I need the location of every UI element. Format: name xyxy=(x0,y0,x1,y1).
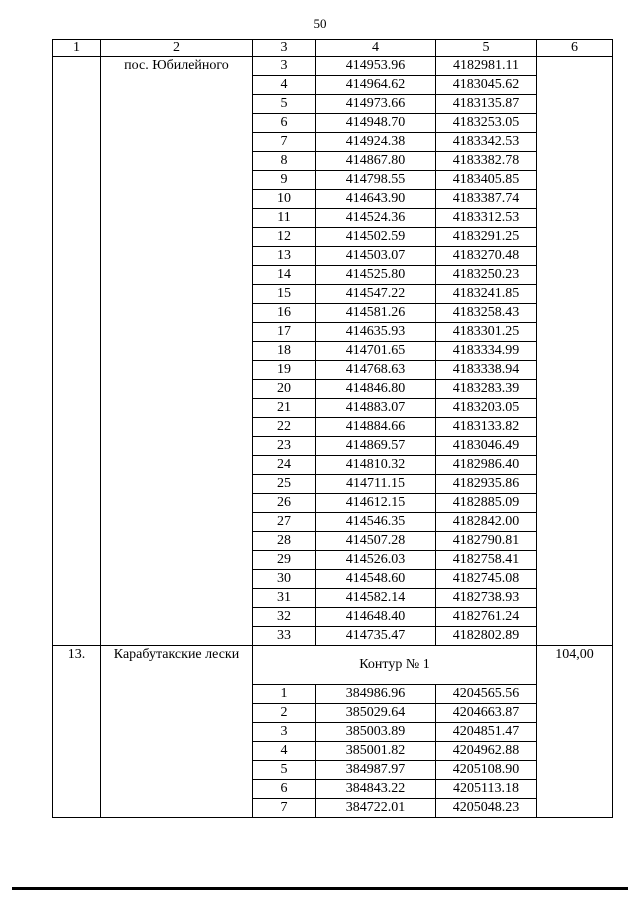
point-number: 29 xyxy=(253,551,316,570)
point-number: 21 xyxy=(253,399,316,418)
coordinate-x: 414612.15 xyxy=(316,494,436,513)
coordinate-x: 414507.28 xyxy=(316,532,436,551)
point-number: 30 xyxy=(253,570,316,589)
coordinate-y: 4182802.89 xyxy=(436,627,537,646)
coordinate-x: 414798.55 xyxy=(316,171,436,190)
point-number: 4 xyxy=(253,76,316,95)
coordinate-y: 4183135.87 xyxy=(436,95,537,114)
coordinate-y: 4183342.53 xyxy=(436,133,537,152)
coordinate-x: 414548.60 xyxy=(316,570,436,589)
coordinate-x: 414869.57 xyxy=(316,437,436,456)
bottom-rule xyxy=(12,887,628,890)
coordinate-y: 4182745.08 xyxy=(436,570,537,589)
coordinate-y: 4182935.86 xyxy=(436,475,537,494)
coordinate-x: 414643.90 xyxy=(316,190,436,209)
coordinate-y: 4205108.90 xyxy=(436,761,537,780)
point-number: 5 xyxy=(253,761,316,780)
point-number: 16 xyxy=(253,304,316,323)
coordinate-x: 414884.66 xyxy=(316,418,436,437)
section-number-cell xyxy=(53,57,101,646)
section-name: Карабутакские лески xyxy=(101,646,253,818)
coordinate-y: 4183270.48 xyxy=(436,247,537,266)
coordinate-x: 414635.93 xyxy=(316,323,436,342)
coordinate-y: 4183250.23 xyxy=(436,266,537,285)
point-number: 32 xyxy=(253,608,316,627)
coordinate-x: 414953.96 xyxy=(316,57,436,76)
coordinate-y: 4204663.87 xyxy=(436,704,537,723)
coordinate-x: 414581.26 xyxy=(316,304,436,323)
point-number: 25 xyxy=(253,475,316,494)
coordinate-y: 4182986.40 xyxy=(436,456,537,475)
coordinate-y: 4183253.05 xyxy=(436,114,537,133)
point-number: 22 xyxy=(253,418,316,437)
column-header: 3 xyxy=(253,40,316,57)
point-number: 8 xyxy=(253,152,316,171)
coordinate-y: 4204851.47 xyxy=(436,723,537,742)
coordinate-y: 4183334.99 xyxy=(436,342,537,361)
coordinate-x: 414768.63 xyxy=(316,361,436,380)
table-row xyxy=(53,57,613,76)
coordinate-y: 4183045.62 xyxy=(436,76,537,95)
coordinate-x: 414948.70 xyxy=(316,114,436,133)
coordinate-x: 414582.14 xyxy=(316,589,436,608)
coordinate-y: 4183338.94 xyxy=(436,361,537,380)
coordinate-x: 384987.97 xyxy=(316,761,436,780)
coordinate-x: 414526.03 xyxy=(316,551,436,570)
coordinate-x: 384986.96 xyxy=(316,685,436,704)
point-number: 10 xyxy=(253,190,316,209)
point-number: 7 xyxy=(253,133,316,152)
coordinate-y: 4183283.39 xyxy=(436,380,537,399)
section-number: 13. xyxy=(53,646,101,818)
coordinate-x: 385029.64 xyxy=(316,704,436,723)
point-number: 11 xyxy=(253,209,316,228)
coordinate-y: 4182885.09 xyxy=(436,494,537,513)
coordinate-y: 4183291.25 xyxy=(436,228,537,247)
point-number: 13 xyxy=(253,247,316,266)
coordinate-x: 414867.80 xyxy=(316,152,436,171)
coordinate-y: 4183203.05 xyxy=(436,399,537,418)
point-number: 20 xyxy=(253,380,316,399)
coordinate-y: 4183258.43 xyxy=(436,304,537,323)
point-number: 6 xyxy=(253,780,316,799)
coordinate-x: 414502.59 xyxy=(316,228,436,247)
coordinate-y: 4182981.11 xyxy=(436,57,537,76)
coordinate-x: 414973.66 xyxy=(316,95,436,114)
point-number: 15 xyxy=(253,285,316,304)
coordinate-x: 414735.47 xyxy=(316,627,436,646)
coordinate-x: 384722.01 xyxy=(316,799,436,818)
point-number: 1 xyxy=(253,685,316,704)
coordinate-y: 4205048.23 xyxy=(436,799,537,818)
point-number: 24 xyxy=(253,456,316,475)
coordinate-x: 414810.32 xyxy=(316,456,436,475)
point-number: 5 xyxy=(253,95,316,114)
section-area: 104,00 xyxy=(537,646,613,818)
coordinate-y: 4183133.82 xyxy=(436,418,537,437)
coordinate-x: 385003.89 xyxy=(316,723,436,742)
point-number: 17 xyxy=(253,323,316,342)
contour-label: Контур № 1 xyxy=(253,646,537,685)
point-number: 26 xyxy=(253,494,316,513)
coordinate-y: 4183382.78 xyxy=(436,152,537,171)
coordinate-x: 414547.22 xyxy=(316,285,436,304)
point-number: 4 xyxy=(253,742,316,761)
point-number: 19 xyxy=(253,361,316,380)
coordinate-y: 4182790.81 xyxy=(436,532,537,551)
coordinate-y: 4204962.88 xyxy=(436,742,537,761)
point-number: 18 xyxy=(253,342,316,361)
point-number: 23 xyxy=(253,437,316,456)
column-header: 5 xyxy=(436,40,537,57)
column-header-row xyxy=(53,40,613,57)
coordinate-x: 414524.36 xyxy=(316,209,436,228)
point-number: 27 xyxy=(253,513,316,532)
coordinate-y: 4183387.74 xyxy=(436,190,537,209)
column-header: 2 xyxy=(101,40,253,57)
point-number: 28 xyxy=(253,532,316,551)
coordinate-x: 385001.82 xyxy=(316,742,436,761)
point-number: 3 xyxy=(253,57,316,76)
coordinate-x: 414964.62 xyxy=(316,76,436,95)
section-name: пос. Юбилейного xyxy=(101,57,253,646)
coordinate-x: 414546.35 xyxy=(316,513,436,532)
coordinate-x: 414503.07 xyxy=(316,247,436,266)
coordinate-x: 414525.80 xyxy=(316,266,436,285)
coordinate-y: 4204565.56 xyxy=(436,685,537,704)
coordinate-y: 4182738.93 xyxy=(436,589,537,608)
area-cell xyxy=(537,57,613,646)
coordinate-y: 4183405.85 xyxy=(436,171,537,190)
point-number: 6 xyxy=(253,114,316,133)
point-number: 2 xyxy=(253,704,316,723)
coordinate-x: 414711.15 xyxy=(316,475,436,494)
coordinate-y: 4205113.18 xyxy=(436,780,537,799)
point-number: 9 xyxy=(253,171,316,190)
column-header: 4 xyxy=(316,40,436,57)
point-number: 14 xyxy=(253,266,316,285)
page-number: 50 xyxy=(313,16,327,31)
coordinate-y: 4183301.25 xyxy=(436,323,537,342)
coordinate-x: 384843.22 xyxy=(316,780,436,799)
coordinate-x: 414701.65 xyxy=(316,342,436,361)
coordinates-table xyxy=(52,39,613,818)
coordinate-x: 414846.80 xyxy=(316,380,436,399)
column-header: 1 xyxy=(53,40,101,57)
point-number: 33 xyxy=(253,627,316,646)
point-number: 7 xyxy=(253,799,316,818)
coordinate-x: 414648.40 xyxy=(316,608,436,627)
coordinate-y: 4182842.00 xyxy=(436,513,537,532)
column-header: 6 xyxy=(537,40,613,57)
coordinate-y: 4183046.49 xyxy=(436,437,537,456)
coordinate-y: 4183312.53 xyxy=(436,209,537,228)
coordinate-y: 4182758.41 xyxy=(436,551,537,570)
coordinate-x: 414883.07 xyxy=(316,399,436,418)
table-row xyxy=(53,646,613,685)
coordinate-x: 414924.38 xyxy=(316,133,436,152)
point-number: 12 xyxy=(253,228,316,247)
coordinate-y: 4183241.85 xyxy=(436,285,537,304)
coordinate-y: 4182761.24 xyxy=(436,608,537,627)
point-number: 31 xyxy=(253,589,316,608)
point-number: 3 xyxy=(253,723,316,742)
